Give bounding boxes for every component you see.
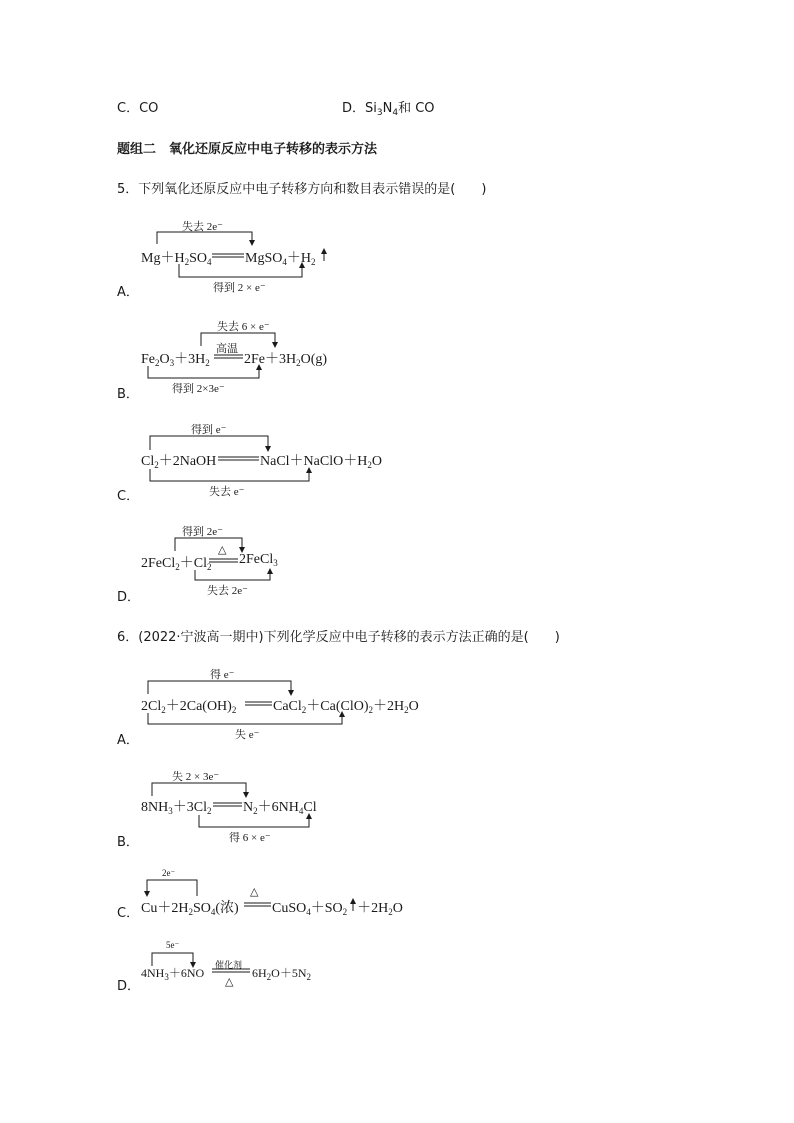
q6d-condition-top: 催化剂 xyxy=(215,960,243,970)
q5c-bottom-bracket xyxy=(150,469,309,481)
q5c-lose-label: 失去 e⁻ xyxy=(209,486,245,498)
q6d-condition-bottom: △ xyxy=(225,976,234,988)
q6b-gain-label: 得 6 × e⁻ xyxy=(229,832,271,844)
q6-option-d[interactable]: D． xyxy=(117,979,141,994)
q5d-reactants: $2FeCl_2+Cl_2$ xyxy=(141,556,212,572)
q6b-reactants: $8NH_3+3Cl_2$ xyxy=(141,800,212,816)
q5b-products: $2Fe+3H_2O(g)$ xyxy=(244,352,328,368)
option-c-prev: C．CO xyxy=(117,101,159,116)
q6b-bottom-bracket xyxy=(199,815,309,827)
q6a-lose-label: 失 e⁻ xyxy=(235,729,260,741)
q6-option-c[interactable]: C． xyxy=(117,906,140,921)
q5a-reactants: $Mg+H_2SO_4$ xyxy=(141,251,212,267)
q6a-gain-label: 得 e⁻ xyxy=(210,669,235,681)
option-d-label: D． xyxy=(342,101,366,116)
q5d-condition: △ xyxy=(218,544,227,556)
q5b-reactants: $Fe_2O_3+3H_2$ xyxy=(141,352,210,368)
q5a-lose-label: 失去 2e⁻ xyxy=(182,221,223,233)
q5b-top-bracket xyxy=(201,333,275,346)
q6b-products: $N_2+6NH_4Cl$ xyxy=(243,800,317,816)
q5-stem: 5．下列氧化还原反应中电子转移方向和数目表示错误的是( ) xyxy=(117,182,487,197)
q5d-lose-label: 失去 2e⁻ xyxy=(207,585,248,597)
q6a-top-bracket xyxy=(148,681,291,694)
q5d-products: 2FeCl$_3$ xyxy=(239,552,278,568)
q6c-reactants: $Cu+2H_2SO_4$(浓) xyxy=(141,901,239,917)
q6-option-b[interactable]: B． xyxy=(117,835,139,850)
q6c-condition: △ xyxy=(250,886,259,898)
section-title: 题组二 氧化还原反应中电子转移的表示方法 xyxy=(117,142,378,157)
q6b-top-bracket xyxy=(152,783,246,796)
q5-option-b[interactable]: B． xyxy=(117,387,139,402)
q5-option-c[interactable]: C． xyxy=(117,489,140,504)
q5c-top-bracket xyxy=(150,436,268,450)
q5d-gain-label: 得到 2e⁻ xyxy=(182,526,223,538)
q6a-products: $CaCl_2+Ca(ClO)_2+2H_2O$ xyxy=(273,699,419,715)
q5c-gain-label: 得到 e⁻ xyxy=(191,424,227,436)
q6a-reactants: $2Cl_2+2Ca(OH)_2$ xyxy=(141,699,237,715)
formula-si: Si xyxy=(365,101,377,116)
q5c-products: $NaCl+NaClO+H_2O$ xyxy=(260,454,382,470)
q5-option-d[interactable]: D． xyxy=(117,590,141,605)
q6-option-a[interactable]: A． xyxy=(117,733,139,748)
q5b-gain-label: 得到 2×3e⁻ xyxy=(172,383,225,395)
q6c-products: $CuSO_4+SO_2 +2H_2O$ xyxy=(272,901,403,917)
formula-n: N xyxy=(382,101,393,116)
q6b-lose-label: 失 2 × 3e⁻ xyxy=(172,771,220,783)
q6d-electron-label: 5e⁻ xyxy=(166,940,180,950)
q6d-reactants: $4NH_3+6NO$ xyxy=(141,966,205,982)
sub-3: 3 xyxy=(376,108,383,118)
q5a-products: $MgSO_4+H_2$ xyxy=(245,251,316,267)
q5-option-a[interactable]: A． xyxy=(117,285,139,300)
sub-4: 4 xyxy=(392,108,399,118)
q5c-reactants: $Cl_2+2NaOH$ xyxy=(141,454,217,470)
q5d-top-bracket xyxy=(175,538,242,551)
q5b-condition: 高温 xyxy=(216,343,238,355)
q6c-top-bracket xyxy=(147,880,197,896)
q6c-electron-label: 2e⁻ xyxy=(162,868,176,878)
q6d-products: $6H_2O+5N_2$ xyxy=(252,966,312,982)
q5b-lose-label: 失去 6 × e⁻ xyxy=(217,321,270,333)
formula-and-co: 和 CO xyxy=(398,101,435,116)
q5a-gain-label: 得到 2 × e⁻ xyxy=(213,282,266,294)
q6-stem: 6．(2022·宁波高一期中)下列化学反应中电子转移的表示方法正确的是( ) xyxy=(117,630,560,645)
